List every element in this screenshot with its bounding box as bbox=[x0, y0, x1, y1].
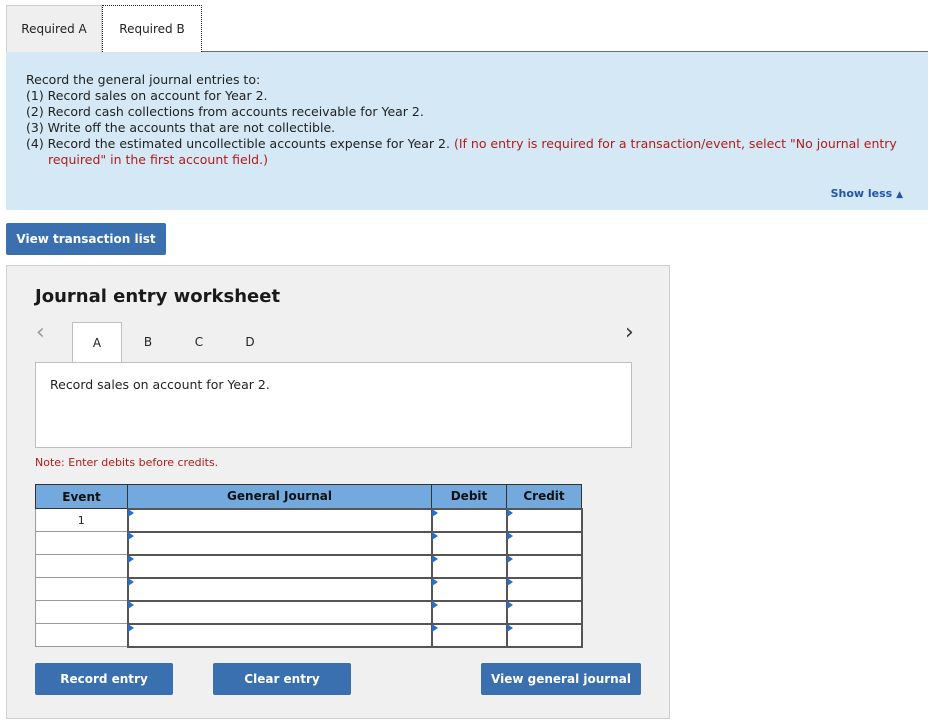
event-cell bbox=[36, 624, 128, 647]
account-select[interactable] bbox=[128, 509, 432, 532]
account-select[interactable] bbox=[128, 532, 432, 555]
subtab-d[interactable]: D bbox=[245, 335, 255, 349]
dropdown-marker-icon bbox=[128, 578, 134, 586]
entry-note: Note: Enter debits before credits. bbox=[35, 456, 219, 469]
dropdown-marker-icon bbox=[128, 601, 134, 609]
column-header-credit: Credit bbox=[507, 485, 582, 509]
dropdown-marker-icon bbox=[128, 532, 134, 540]
credit-input[interactable] bbox=[507, 555, 582, 578]
table-row bbox=[36, 578, 582, 601]
event-cell bbox=[36, 578, 128, 601]
tab-required-a[interactable]: Required A bbox=[6, 5, 102, 52]
transaction-description: Record sales on account for Year 2. bbox=[50, 377, 270, 392]
account-select[interactable] bbox=[128, 624, 432, 647]
table-row bbox=[36, 532, 582, 555]
show-less-link[interactable] bbox=[831, 187, 903, 200]
column-header-general-journal: General Journal bbox=[128, 485, 432, 509]
instructions-panel bbox=[6, 52, 928, 210]
instruction-item-2: (2) Record cash collections from accounts receivable for Year 2. bbox=[26, 104, 424, 119]
debit-input[interactable] bbox=[432, 578, 507, 601]
view-transaction-list-button[interactable]: View transaction list bbox=[6, 223, 166, 255]
debit-input[interactable] bbox=[432, 555, 507, 578]
journal-entry-worksheet bbox=[6, 265, 670, 719]
instructions-intro: Record the general journal entries to: bbox=[26, 72, 261, 87]
instruction-item-4 bbox=[26, 136, 916, 168]
event-cell bbox=[36, 555, 128, 578]
worksheet-title: Journal entry worksheet bbox=[35, 286, 281, 307]
column-header-debit: Debit bbox=[432, 485, 507, 509]
dropdown-marker-icon bbox=[128, 555, 134, 563]
dropdown-marker-icon bbox=[507, 624, 513, 632]
dropdown-marker-icon bbox=[432, 601, 438, 609]
dropdown-marker-icon bbox=[128, 624, 134, 632]
dropdown-marker-icon bbox=[432, 509, 438, 517]
credit-input[interactable] bbox=[507, 509, 582, 532]
debit-input[interactable] bbox=[432, 601, 507, 624]
credit-input[interactable] bbox=[507, 624, 582, 647]
dropdown-marker-icon bbox=[507, 555, 513, 563]
debit-input[interactable] bbox=[432, 532, 507, 555]
instruction-item-3: (3) Write off the accounts that are not collectible. bbox=[26, 120, 336, 135]
dropdown-marker-icon bbox=[432, 532, 438, 540]
account-select[interactable] bbox=[128, 601, 432, 624]
record-entry-button[interactable]: Record entry bbox=[35, 663, 173, 695]
tab-required-b[interactable]: Required B bbox=[102, 5, 202, 52]
debit-input[interactable] bbox=[432, 624, 507, 647]
table-row bbox=[36, 624, 582, 647]
instructions-text bbox=[26, 72, 916, 168]
dropdown-marker-icon bbox=[507, 532, 513, 540]
clear-entry-button[interactable]: Clear entry bbox=[213, 663, 351, 695]
requirement-tabs bbox=[6, 5, 928, 52]
dropdown-marker-icon bbox=[507, 601, 513, 609]
journal-table bbox=[35, 484, 583, 648]
account-select[interactable] bbox=[128, 555, 432, 578]
subtab-c[interactable]: C bbox=[194, 335, 204, 349]
table-row bbox=[36, 555, 582, 578]
table-row bbox=[36, 601, 582, 624]
dropdown-marker-icon bbox=[128, 509, 134, 517]
show-less-label: Show less bbox=[830, 187, 893, 200]
event-cell bbox=[36, 601, 128, 624]
table-row bbox=[36, 509, 582, 532]
credit-input[interactable] bbox=[507, 601, 582, 624]
triangle-up-icon: ▲ bbox=[896, 190, 903, 200]
column-header-event: Event bbox=[36, 485, 128, 509]
account-select[interactable] bbox=[128, 578, 432, 601]
chevron-right-icon[interactable]: › bbox=[625, 320, 634, 345]
instruction-item-4-note: (If no entry is required for a transaction/event, select "No journal entry required" in the first account field.) bbox=[48, 136, 897, 167]
event-cell bbox=[36, 532, 128, 555]
credit-input[interactable] bbox=[507, 532, 582, 555]
transaction-description-box bbox=[35, 362, 632, 448]
dropdown-marker-icon bbox=[432, 555, 438, 563]
dropdown-marker-icon bbox=[507, 578, 513, 586]
instruction-item-4-text: (4) Record the estimated uncollectible accounts expense for Year 2. bbox=[26, 136, 450, 151]
subtab-b[interactable]: B bbox=[143, 335, 153, 349]
instruction-item-1: (1) Record sales on account for Year 2. bbox=[26, 88, 268, 103]
chevron-left-icon[interactable]: ‹ bbox=[36, 320, 45, 345]
debit-input[interactable] bbox=[432, 509, 507, 532]
dropdown-marker-icon bbox=[432, 578, 438, 586]
dropdown-marker-icon bbox=[507, 509, 513, 517]
view-general-journal-button[interactable]: View general journal bbox=[481, 663, 641, 695]
credit-input[interactable] bbox=[507, 578, 582, 601]
subtab-a[interactable]: A bbox=[72, 322, 122, 362]
event-cell: 1 bbox=[36, 509, 128, 532]
dropdown-marker-icon bbox=[432, 624, 438, 632]
